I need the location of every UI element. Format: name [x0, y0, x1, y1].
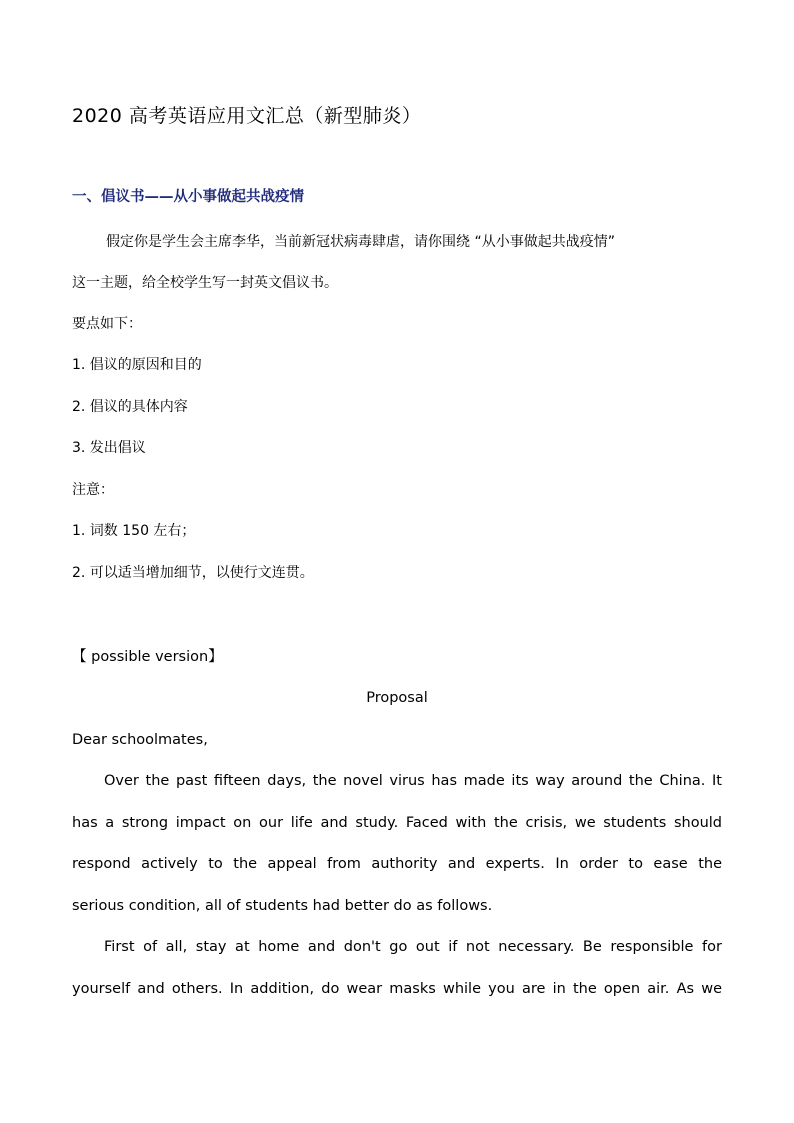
paragraph-1-line: Over the past fifteen days, the novel virus has made its way around the China. It [104, 773, 722, 789]
point-item: 1. 倡议的原因和目的 [72, 357, 202, 373]
section-heading: 一、倡议书——从小事做起共战疫情 [72, 189, 304, 205]
prompt-line-1: 假定你是学生会主席李华，当前新冠状病毒肆虐，请你围绕 “从小事做起共战疫情” [106, 234, 615, 250]
version-label: 【 possible version】 [72, 649, 223, 665]
note-item: 1. 词数 150 左右； [72, 523, 196, 539]
paragraph-1-line: has a strong impact on our life and study. Faced with the crisis, we students should [72, 815, 722, 831]
paragraph-1-line: serious condition, all of students had better do as follows. [72, 898, 493, 914]
note-item: 2. 可以适当增加细节，以使行文连贯。 [72, 565, 314, 581]
essay-greeting: Dear schoolmates, [72, 732, 208, 748]
paragraph-2-line: yourself and others. In addition, do wear masks while you are in the open air. As we [72, 981, 722, 997]
paragraph-1-line: respond actively to the appeal from authority and experts. In order to ease the [72, 856, 722, 872]
point-item: 2. 倡议的具体内容 [72, 399, 188, 415]
prompt-line-2: 这一主题，给全校学生写一封英文倡议书。 [72, 275, 338, 291]
document-title: 2020 高考英语应用文汇总（新型肺炎） [72, 105, 422, 127]
paragraph-2-line: First of all, stay at home and don't go out if not necessary. Be responsible for [104, 939, 722, 955]
point-item: 3. 发出倡议 [72, 440, 146, 456]
notes-label: 注意： [72, 482, 114, 498]
essay-title: Proposal [366, 690, 428, 706]
points-label: 要点如下： [72, 316, 142, 332]
